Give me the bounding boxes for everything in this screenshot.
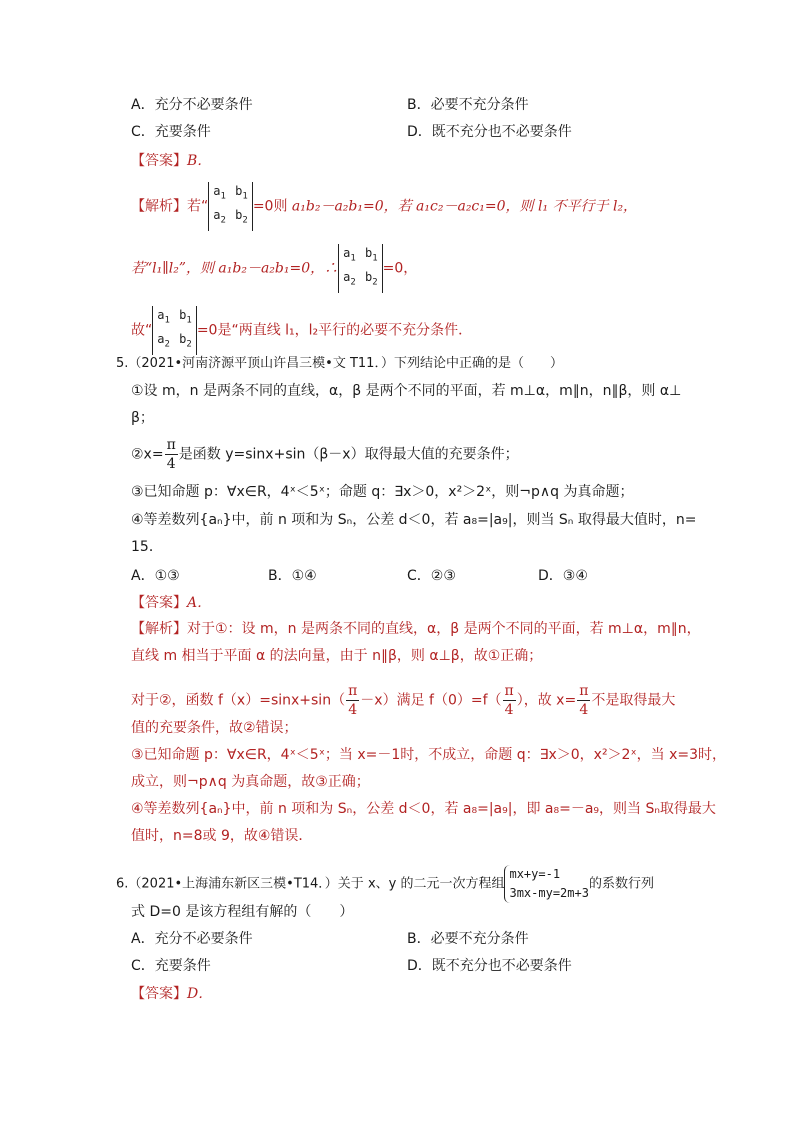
det-a1: a: [213, 184, 221, 198]
answer-label: 【答案】: [131, 986, 187, 1002]
explanation-label: 【解析】: [131, 198, 187, 215]
text: 若“l₁∥l₂”，则 a₁b₂－a₂b₁=0，∴: [131, 260, 339, 277]
q5-explanation-line-8: 值时，n=8或 9，故④错误．: [131, 828, 313, 844]
q5-option-b: B．①④: [268, 568, 317, 584]
equation-system: [504, 865, 588, 903]
equation-1: mx+y=-1: [509, 867, 561, 881]
q5-explanation-line-1: [131, 619, 701, 639]
det-b2: b: [235, 208, 243, 223]
quote-open: 若“: [187, 198, 209, 215]
fraction-pi-over-4: [165, 436, 178, 473]
text: 6.（2021•上海浦东新区三模•T14．）关于 x、y 的二元一次方程组: [116, 876, 505, 892]
determinant: $a_1$ $b_1$ $a_2$ $b_2$: [338, 244, 383, 293]
det-a1: a: [343, 246, 351, 260]
q5-statement-1a: ①设 m，n 是两条不同的直线，α，β 是两个不同的平面，若 m⊥α，m∥n，n∥β，则 α⊥: [131, 383, 682, 399]
q6-option-a: A．充分不必要条件: [131, 931, 253, 947]
q4-option-a: A．充分不必要条件: [131, 97, 253, 113]
denominator: 4: [579, 702, 589, 718]
q5-statement-3: ③已知命题 p：∀x∈R，4ˣ＜5ˣ；命题 q：∃x＞0，x²＞2ˣ，则¬p∧q 为真命题；: [131, 484, 634, 500]
q5-explanation-line-7: ④等差数列{aₙ}中，前 n 项和为 Sₙ，公差 d＜0，若 a₈=|a₉|，即 a₈=－a₉，则当 Sₙ取得最大: [131, 801, 716, 817]
text: =0是“两直线 l₁，l₂平行的必要不充分条件．: [196, 322, 473, 339]
q5-statement-4b: 15．: [131, 539, 163, 555]
q5-statement-1b: β；: [131, 410, 154, 426]
answer-value: D．: [187, 986, 213, 1002]
det-b1: b: [365, 246, 373, 260]
text: =0则: [252, 198, 292, 215]
det-a2: a: [157, 332, 165, 347]
text: ），故 x=: [516, 692, 577, 709]
denominator: 4: [166, 456, 176, 472]
q4-option-b: B．必要不充分条件: [407, 97, 529, 113]
numerator: π: [504, 683, 514, 699]
q6-answer: [131, 984, 212, 1004]
answer-label: 【答案】: [131, 595, 187, 611]
numerator: π: [579, 683, 589, 699]
q4-explanation-line-1: [131, 182, 637, 231]
equation-2: 3mx-my=2m+3: [509, 886, 589, 900]
answer-value: B．: [187, 153, 212, 169]
text: ②x=: [131, 446, 164, 463]
q5-explanation-line-4: 值的充要条件，故②错误；: [131, 720, 298, 736]
text: 是函数 y=sinx+sin（β－x）取得最大值的充要条件；: [178, 446, 519, 463]
fraction-pi-over-4: [577, 682, 590, 719]
q5-explanation-line-6: 成立，则¬p∧q 为真命题，故③正确；: [131, 774, 370, 790]
denominator: 4: [504, 702, 514, 718]
text: －x）满足 f（0）=f（: [360, 692, 502, 709]
q4-answer: [131, 151, 211, 171]
text: 不是取得最大: [591, 692, 676, 709]
q6-option-d: D．既不充分也不必要条件: [407, 958, 572, 974]
det-b2: b: [179, 332, 187, 347]
text: 对于①：设 m，n 是两条不同的直线，α，β 是两个不同的平面，若 m⊥α，m∥n，: [187, 621, 701, 637]
q6-option-b: B．必要不充分条件: [407, 931, 529, 947]
numerator: π: [166, 437, 176, 453]
fraction-pi-over-4: [503, 682, 516, 719]
q5-explanation-line-3: [131, 682, 675, 719]
q5-option-a: A．①③: [131, 568, 180, 584]
fraction-pi-over-4: [346, 682, 359, 719]
q4-explanation-line-2: [131, 244, 417, 293]
q5-explanation-line-2: 直线 m 相当于平面 α 的法向量，由于 n∥β，则 α⊥β，故①正确；: [131, 648, 543, 664]
text: 的系数行列: [588, 876, 654, 892]
text: 故“: [131, 322, 153, 339]
det-a2: a: [213, 208, 221, 223]
q6-heading-line-2: 式 D=0 是该方程组有解的（ ）: [131, 904, 354, 920]
q4-explanation-line-3: [131, 306, 472, 355]
text: =0，: [382, 260, 418, 277]
answer-label: 【答案】: [131, 153, 187, 169]
q5-option-c: C．②③: [407, 568, 456, 584]
q5-option-d: D．③④: [538, 568, 588, 584]
det-b1: b: [235, 184, 243, 198]
q5-statement-4a: ④等差数列{aₙ}中，前 n 项和为 Sₙ，公差 d＜0，若 a₈=|a₉|，则当 Sₙ 取得最大值时，n=: [131, 512, 697, 528]
determinant: $a_1$ $b_1$ $a_2$ $b_2$: [152, 306, 197, 355]
det-a2: a: [343, 270, 351, 285]
det-a1: a: [157, 308, 165, 322]
det-b2: b: [365, 270, 373, 285]
q5-statement-2: [131, 436, 519, 473]
text: a₁b₂－a₂b₁=0，若 a₁c₂－a₂c₁=0，则 l₁ 不平行于 l₂，: [291, 198, 638, 215]
determinant: $a_1$ $b_1$ $a_2$ $b_2$: [208, 182, 253, 231]
q5-answer: [131, 593, 211, 613]
q5-explanation-line-5: ③已知命题 p：∀x∈R，4ˣ＜5ˣ；当 x=－1时，不成立，命题 q：∃x＞0，x²＞2ˣ，当 x=3时，: [131, 747, 727, 763]
text: 对于②，函数 f（x）=sinx+sin（: [131, 692, 346, 709]
q6-option-c: C．充要条件: [131, 958, 211, 974]
explanation-label: 【解析】: [131, 621, 187, 637]
q4-option-c: C．充要条件: [131, 124, 211, 140]
q4-option-d: D．既不充分也不必要条件: [407, 124, 572, 140]
q6-heading: [116, 865, 654, 903]
answer-value: A．: [187, 595, 212, 611]
q5-heading: 5.（2021•河南济源平顶山许昌三模•文 T11．）下列结论中正确的是（ ）: [116, 356, 563, 371]
det-b1: b: [179, 308, 187, 322]
denominator: 4: [348, 702, 358, 718]
numerator: π: [348, 683, 358, 699]
